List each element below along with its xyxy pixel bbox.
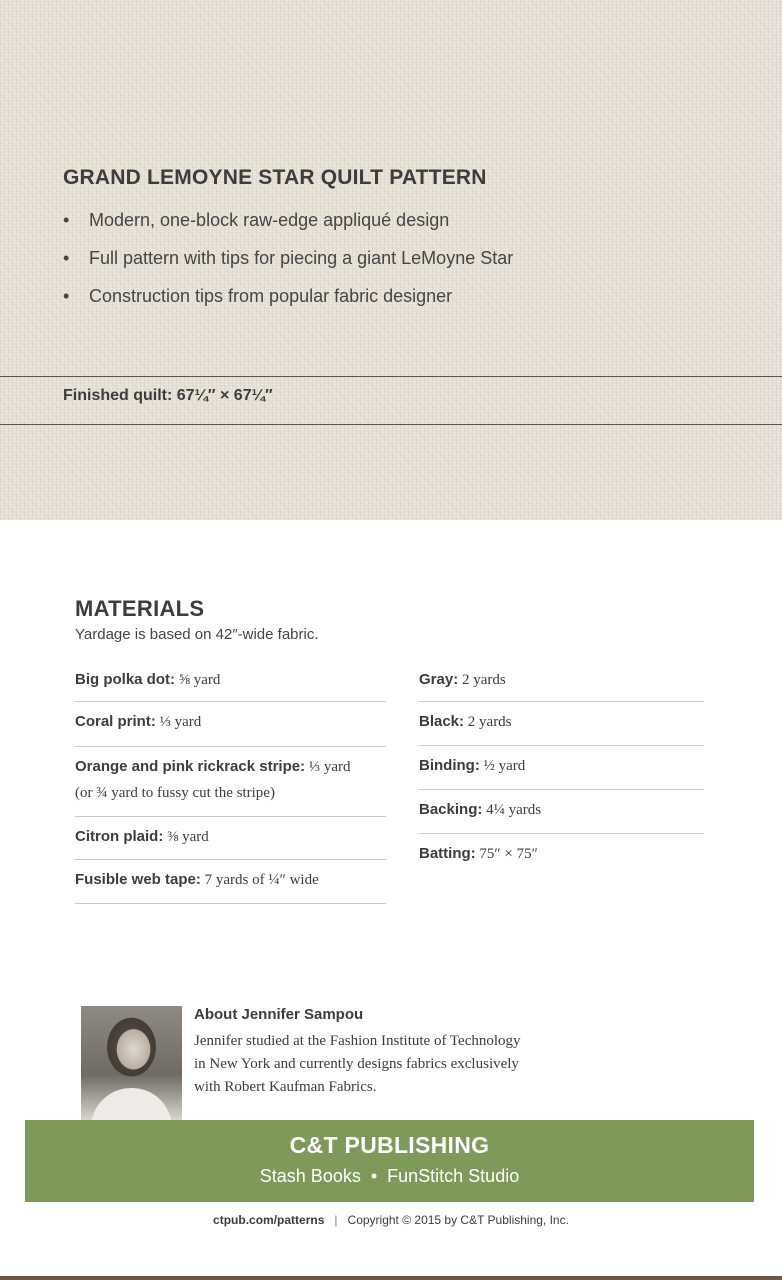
material-label: Coral print: — [75, 713, 156, 730]
footer — [0, 1213, 782, 1227]
material-amount: ⅓ yard — [308, 759, 351, 775]
material-label: Orange and pink rickrack stripe: — [75, 758, 306, 775]
publisher-imprints: Stash Books • FunStitch Studio — [259, 1166, 520, 1186]
material-label: Batting: — [419, 845, 476, 862]
yardage-note: Yardage is based on 42″-wide fabric. — [75, 626, 319, 643]
divider-line — [0, 376, 782, 377]
material-row — [419, 834, 704, 878]
material-amount: 2 yards — [461, 672, 506, 688]
material-label: Citron plaid: — [75, 828, 164, 845]
material-amount: ⅝ yard — [178, 672, 221, 688]
material-amount: 75″ × 75″ — [479, 846, 538, 862]
bottom-edge-strip — [0, 1276, 782, 1280]
material-label: Binding: — [419, 757, 480, 774]
website-link[interactable]: ctpub.com/patterns — [213, 1213, 325, 1227]
materials-heading: MATERIALS — [75, 596, 205, 621]
bio-line: in New York and currently designs fabrics exclusively — [194, 1056, 519, 1072]
material-label: Fusible web tape: — [75, 871, 201, 888]
material-row — [419, 660, 704, 702]
material-label: Big polka dot: — [75, 671, 175, 688]
material-extra: (or ¾ yard to fussy cut the stripe) — [75, 785, 275, 801]
material-amount: 7 yards of ¼″ wide — [204, 872, 319, 888]
author-photo — [81, 1006, 182, 1120]
author-photo-shoulders — [91, 1088, 172, 1120]
material-row — [75, 660, 386, 702]
feature-item: • Construction tips from popular fabric designer — [63, 281, 513, 319]
publisher-name: C&T PUBLISHING — [289, 1132, 490, 1158]
material-row — [75, 702, 386, 747]
feature-list — [63, 205, 513, 319]
material-amount: ½ yard — [483, 758, 526, 774]
feature-item: • Full pattern with tips for piecing a giant LeMoyne Star — [63, 243, 513, 281]
material-amount: 4¼ yards — [486, 802, 542, 818]
about-author-bio — [194, 1030, 574, 1099]
material-row — [419, 702, 704, 746]
footer-separator: | — [334, 1213, 338, 1227]
material-label: Black: — [419, 713, 465, 730]
material-row — [75, 860, 386, 904]
publisher-banner — [25, 1120, 754, 1202]
copyright-text: Copyright © 2015 by C&T Publishing, Inc. — [347, 1213, 569, 1227]
feature-item: • Modern, one-block raw-edge appliqué design — [63, 205, 513, 243]
material-amount: ⅓ yard — [159, 714, 202, 730]
material-row — [419, 746, 704, 790]
materials-list-right — [419, 660, 704, 878]
bio-line: with Robert Kaufman Fabrics. — [194, 1079, 377, 1095]
bio-line: Jennifer studied at the Fashion Institute of Technology — [194, 1033, 521, 1049]
material-label: Backing: — [419, 801, 483, 818]
pattern-title: GRAND LEMOYNE STAR QUILT PATTERN — [63, 166, 487, 189]
material-label: Gray: — [419, 671, 459, 688]
material-row — [75, 747, 386, 817]
material-amount: 2 yards — [467, 714, 512, 730]
divider-line — [0, 424, 782, 425]
material-row — [419, 790, 704, 834]
material-row — [75, 817, 386, 860]
material-amount: ⅜ yard — [167, 829, 209, 845]
about-author-heading: About Jennifer Sampou — [194, 1006, 364, 1023]
materials-list-left — [75, 660, 386, 904]
finished-size: Finished quilt: 67¼″ × 67¼″ — [63, 387, 273, 404]
